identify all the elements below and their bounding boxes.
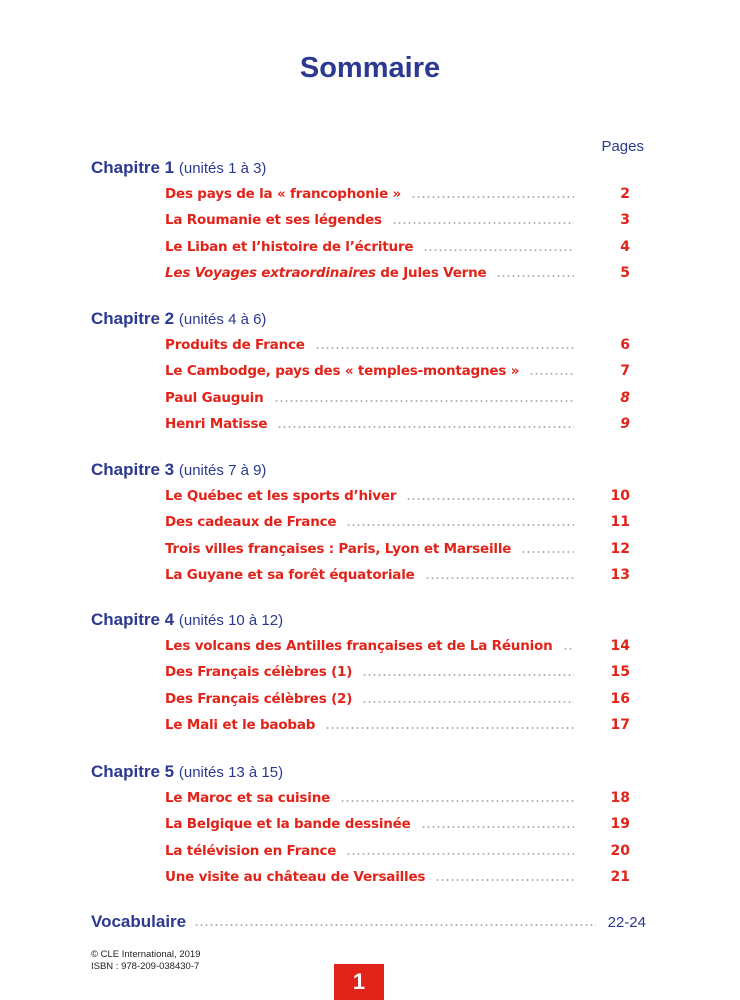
- toc-entry[interactable]: [165, 207, 630, 233]
- isbn-text: ISBN : 978-209-038430-7: [91, 961, 200, 972]
- dot-leader: [315, 347, 574, 349]
- chapter-name: Chapitre 4: [91, 610, 175, 629]
- chapter-title: [91, 607, 646, 633]
- dot-leader: [406, 498, 574, 500]
- toc-entry[interactable]: [165, 260, 630, 286]
- dot-leader: [435, 879, 574, 881]
- entry-page: 10: [610, 488, 630, 505]
- dot-leader: [529, 373, 574, 375]
- toc-entry[interactable]: [165, 332, 630, 358]
- chapter-4: [91, 607, 646, 738]
- dot-leader: [325, 727, 574, 729]
- chapter-units: (unités 4 à 6): [178, 311, 267, 328]
- chapter-units: (unités 7 à 9): [178, 462, 267, 479]
- toc-entry[interactable]: [165, 411, 630, 437]
- chapter-5: [91, 759, 646, 890]
- entry-title-italic: Les Voyages extraordinaires: [165, 265, 376, 282]
- entry-title: Le Cambodge, pays des « temples-montagnes »: [165, 363, 520, 380]
- entry-page: 13: [610, 567, 630, 584]
- chapter-3: [91, 457, 646, 588]
- toc-entry[interactable]: [165, 686, 630, 712]
- dot-leader: [496, 275, 574, 277]
- vocabulary-entry[interactable]: [91, 909, 646, 935]
- entry-title: La Belgique et la bande dessinée: [165, 816, 411, 833]
- dot-leader: [563, 648, 574, 650]
- toc-entry[interactable]: [165, 712, 630, 738]
- entry-title: La Guyane et sa forêt équatoriale: [165, 567, 415, 584]
- toc-entry[interactable]: [165, 358, 630, 384]
- entry-page: 15: [610, 664, 630, 681]
- dot-leader: [423, 249, 574, 251]
- page-number-badge: 1: [334, 964, 384, 1000]
- toc-entry[interactable]: [165, 536, 630, 562]
- entry-page: 16: [610, 690, 630, 707]
- toc-entry[interactable]: [165, 659, 630, 685]
- entry-title: La Roumanie et ses légendes: [165, 212, 382, 229]
- entry-title: [165, 265, 486, 281]
- entry-page: 12: [610, 540, 630, 557]
- dot-leader: [194, 924, 596, 926]
- toc-entry[interactable]: [165, 633, 630, 659]
- entry-page: 5: [620, 265, 630, 282]
- toc-entry[interactable]: [165, 181, 630, 207]
- entry-page: 14: [610, 638, 630, 655]
- chapter-1: [91, 155, 646, 286]
- chapter-title: [91, 155, 646, 181]
- toc-entry[interactable]: [165, 811, 630, 837]
- dot-leader: [340, 800, 574, 802]
- entry-title: Trois villes françaises : Paris, Lyon et Marseille: [165, 540, 512, 557]
- chapter-title: [91, 759, 646, 785]
- entry-title: Des cadeaux de France: [165, 514, 337, 531]
- toc-entry[interactable]: [165, 385, 630, 411]
- chapter-2: [91, 306, 646, 437]
- entry-page: 8: [620, 389, 630, 406]
- entry-page: 20: [610, 842, 630, 859]
- chapter-units: (unités 10 à 12): [178, 612, 284, 629]
- footer-info: [91, 949, 200, 973]
- toc-entry[interactable]: [165, 483, 630, 509]
- entry-title: Le Mali et le baobab: [165, 717, 316, 734]
- entry-title-rest: de Jules Verne: [375, 265, 487, 282]
- chapter-name: Chapitre 3: [91, 460, 175, 479]
- entry-title: Le Maroc et sa cuisine: [165, 790, 331, 807]
- dot-leader: [392, 222, 574, 224]
- toc-entry[interactable]: [165, 864, 630, 890]
- dot-leader: [362, 674, 574, 676]
- entry-page: 7: [620, 363, 630, 380]
- toc-entry[interactable]: [165, 234, 630, 260]
- toc-entry[interactable]: [165, 509, 630, 535]
- chapter-units: (unités 13 à 15): [178, 764, 284, 781]
- entry-page: 11: [610, 514, 630, 531]
- dot-leader: [274, 400, 575, 402]
- page-title: Sommaire: [299, 52, 441, 84]
- dot-leader: [362, 701, 574, 703]
- entry-title: Le Liban et l’histoire de l’écriture: [165, 238, 414, 255]
- entry-title: La télévision en France: [165, 842, 337, 859]
- chapter-name: Chapitre 5: [91, 762, 175, 781]
- toc-entry[interactable]: [165, 785, 630, 811]
- dot-leader: [425, 577, 574, 579]
- entry-title: Des pays de la « francophonie »: [165, 186, 402, 203]
- dot-leader: [277, 426, 574, 428]
- entry-title: Des Français célèbres (1): [165, 664, 353, 681]
- entry-page: 2: [620, 186, 630, 203]
- entry-title: Des Français célèbres (2): [165, 690, 353, 707]
- dot-leader: [521, 551, 574, 553]
- vocabulary-pages: 22-24: [607, 913, 646, 931]
- dot-leader: [346, 853, 574, 855]
- dot-leader: [411, 196, 574, 198]
- vocabulary-label: Vocabulaire: [91, 912, 187, 931]
- chapter-title: [91, 306, 646, 332]
- dot-leader: [346, 524, 574, 526]
- entry-page: 19: [610, 816, 630, 833]
- chapter-units: (unités 1 à 3): [178, 160, 267, 177]
- entry-title: Les volcans des Antilles françaises et de La Réunion: [165, 638, 553, 655]
- entry-title: Henri Matisse: [165, 416, 268, 433]
- entry-title: Une visite au château de Versailles: [165, 869, 426, 886]
- pages-column-header: Pages: [601, 138, 644, 155]
- entry-title: Paul Gauguin: [165, 389, 264, 406]
- entry-page: 21: [610, 869, 630, 886]
- toc-entry[interactable]: [165, 838, 630, 864]
- entry-page: 18: [610, 790, 630, 807]
- dot-leader: [421, 826, 574, 828]
- entry-title: Le Québec et les sports d’hiver: [165, 488, 397, 505]
- entry-page: 6: [620, 337, 630, 354]
- chapter-title: [91, 457, 646, 483]
- entry-page: 9: [620, 416, 630, 433]
- copyright-text: © CLE International, 2019: [91, 949, 201, 960]
- entry-title: Produits de France: [165, 337, 305, 354]
- chapter-name: Chapitre 1: [91, 158, 175, 177]
- entry-page: 3: [620, 212, 630, 229]
- chapter-name: Chapitre 2: [91, 309, 175, 328]
- toc-entry[interactable]: [165, 562, 630, 588]
- entry-page: 17: [610, 717, 630, 734]
- entry-page: 4: [620, 238, 630, 255]
